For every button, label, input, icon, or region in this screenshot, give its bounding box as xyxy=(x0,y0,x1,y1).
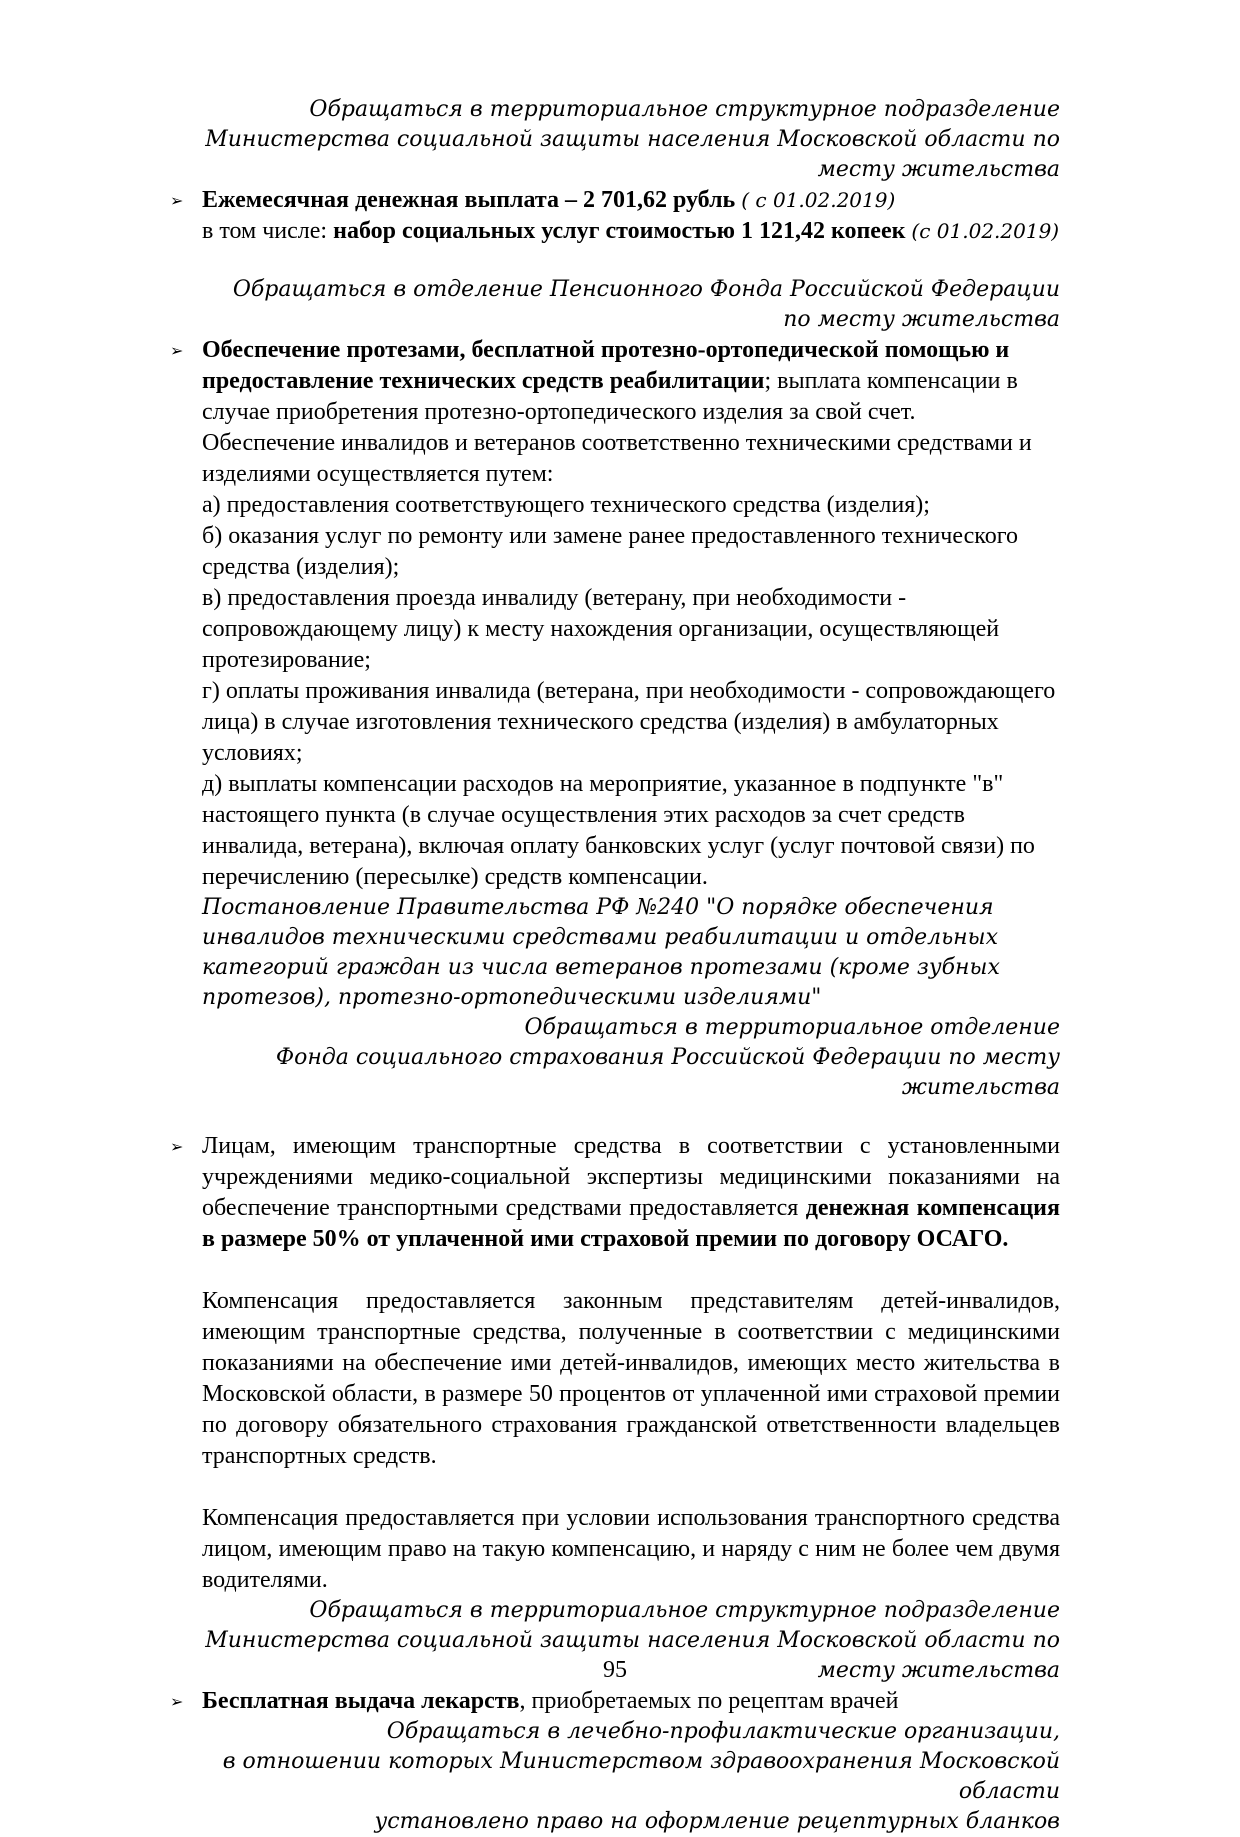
transport-highlight: денежная компенсация в размере 50% от уплаченной ими страховой премии по договору ОСАГО. xyxy=(202,1195,1060,1252)
monthly-payment-text xyxy=(202,185,1060,247)
monthly-payment-amount: 2 701,62 рубль xyxy=(582,187,736,213)
contact-line: Обращаться в территориальное структурное подразделение xyxy=(309,97,1060,122)
contact-line: установлено право на оформление рецептурных бланков xyxy=(374,1809,1060,1834)
page-number: 95 xyxy=(603,1657,627,1683)
prosthetics-item-a: а) предоставления соответствующего технического средства (изделия); xyxy=(202,492,930,518)
contact-block-social-insurance xyxy=(170,1013,1060,1103)
including-value: набор социальных услуг стоимостью 1 121,42 копеек xyxy=(333,218,906,244)
prosthetics-text xyxy=(202,335,1060,1013)
contact-line: Обращаться в территориальное отделение xyxy=(524,1015,1060,1040)
prosthetics-title-paragraph xyxy=(202,335,1060,428)
monthly-payment-line1 xyxy=(202,185,1060,216)
bullet-marker-icon: ➢ xyxy=(170,191,184,210)
spacer xyxy=(202,1255,1060,1286)
medicines-rest: , приобретаемых по рецептам врачей xyxy=(519,1688,899,1714)
bullet-free-medicines xyxy=(170,1686,1060,1717)
medicines-title: Бесплатная выдача лекарств xyxy=(202,1688,520,1714)
contact-line: Министерства социальной защиты населения Московской области по месту жительства xyxy=(205,127,1060,182)
bullet-monthly-payment xyxy=(170,185,1060,247)
bullet-transport-compensation xyxy=(170,1131,1060,1596)
bullet-marker-icon: ➢ xyxy=(170,1692,184,1711)
bullet-marker-icon: ➢ xyxy=(170,341,184,360)
prosthetics-title: Обеспечение протезами, бесплатной протезно-ортопедической помощью и предоставление технических средств реабилитации xyxy=(202,337,1010,394)
prosthetics-intro: Обеспечение инвалидов и ветеранов соответственно техническими средствами и изделиями осуществляется путем: xyxy=(202,430,1032,487)
bullet-marker-icon: ➢ xyxy=(170,1137,184,1156)
contact-line: по месту жительства xyxy=(783,307,1060,332)
contact-line: Обращаться в территориальное структурное подразделение xyxy=(309,1598,1060,1623)
dash: – xyxy=(564,187,577,213)
prosthetics-item-d: д) выплаты компенсации расходов на мероприятие, указанное в подпункте "в" настоящего пункта (в случае осуществления этих расходов за счет средств инвалида, ветерана), включая оплату банковских услуг (услуг почтовой связи) по перечислению (пересылке) средств компенсации. xyxy=(202,771,1035,890)
contact-block-pension-fund xyxy=(170,275,1060,335)
contact-block-minsoc-top xyxy=(170,95,1060,185)
transport-text xyxy=(202,1131,1060,1596)
bullet-prosthetics xyxy=(170,335,1060,1013)
including-date: (с 01.02.2019) xyxy=(911,219,1060,243)
spacer xyxy=(170,247,1060,275)
contact-line: Обращаться в лечебно-профилактические организации, xyxy=(386,1719,1060,1744)
transport-para1: Компенсация предоставляется законным представителям детей-инвалидов, имеющим транспортные средства, полученные в соответствии с медицинскими показаниями на обеспечение ими детей-инвалидов, имеющих место жительства в Московской области, в размере 50 процентов от уплаченной ими страховой премии по договору обязательного страхования гражданской ответственности владельцев транспортных средств. xyxy=(202,1288,1060,1469)
prosthetics-title-rest: ; выплата компенсации в случае приобретения протезно-ортопедического изделия за свой счет. xyxy=(202,368,1018,425)
transport-intro: Лицам, имеющим транспортные средства в соответствии с установленными учреждениями медико-социальной экспертизы медицинскими показаниями на обеспечение транспортными средствами предоставляется xyxy=(202,1133,1060,1221)
prosthetics-item-g: г) оплаты проживания инвалида (ветерана, при необходимости - сопровождающего лица) в случае изготовления технического средства (изделия) в амбулаторных условиях; xyxy=(202,678,1056,766)
transport-intro-paragraph xyxy=(202,1131,1060,1255)
monthly-payment-date: ( с 01.02.2019) xyxy=(741,188,896,212)
monthly-payment-line2 xyxy=(202,216,1060,247)
medicines-text xyxy=(202,1686,1060,1717)
monthly-payment-title: Ежемесячная денежная выплата xyxy=(202,187,559,213)
transport-para2: Компенсация предоставляется при условии использования транспортного средства лицом, имеющим право на такую компенсацию, и наряду с ним не более чем двумя водителями. xyxy=(202,1505,1060,1593)
prosthetics-item-b: б) оказания услуг по ремонту или замене ранее предоставленного технического средства (изделия); xyxy=(202,523,1018,580)
contact-line: в отношении которых Министерством здравоохранения Московской области xyxy=(222,1749,1060,1804)
prosthetics-regulation: Постановление Правительства РФ №240 "О порядке обеспечения инвалидов техническими средствами реабилитации и отдельных категорий граждан из числа ветеранов протезами (кроме зубных протезов), протезно-ортопедическими изделиями" xyxy=(202,895,1000,1010)
including-label: в том числе: xyxy=(202,218,328,244)
spacer xyxy=(170,1103,1060,1131)
contact-line: Фонда социального страхования Российской Федерации по месту жительства xyxy=(275,1045,1060,1100)
prosthetics-item-v: в) предоставления проезда инвалиду (ветерану, при необходимости - сопровождающему лицу) к месту нахождения организации, осуществляющей протезирование; xyxy=(202,585,1000,673)
contact-line: Обращаться в отделение Пенсионного Фонда Российской Федерации xyxy=(232,277,1060,302)
spacer xyxy=(202,1472,1060,1503)
contact-block-medical-orgs xyxy=(170,1717,1060,1837)
contact-line: Министерства социальной защиты населения Московской области по месту жительства xyxy=(205,1628,1060,1683)
